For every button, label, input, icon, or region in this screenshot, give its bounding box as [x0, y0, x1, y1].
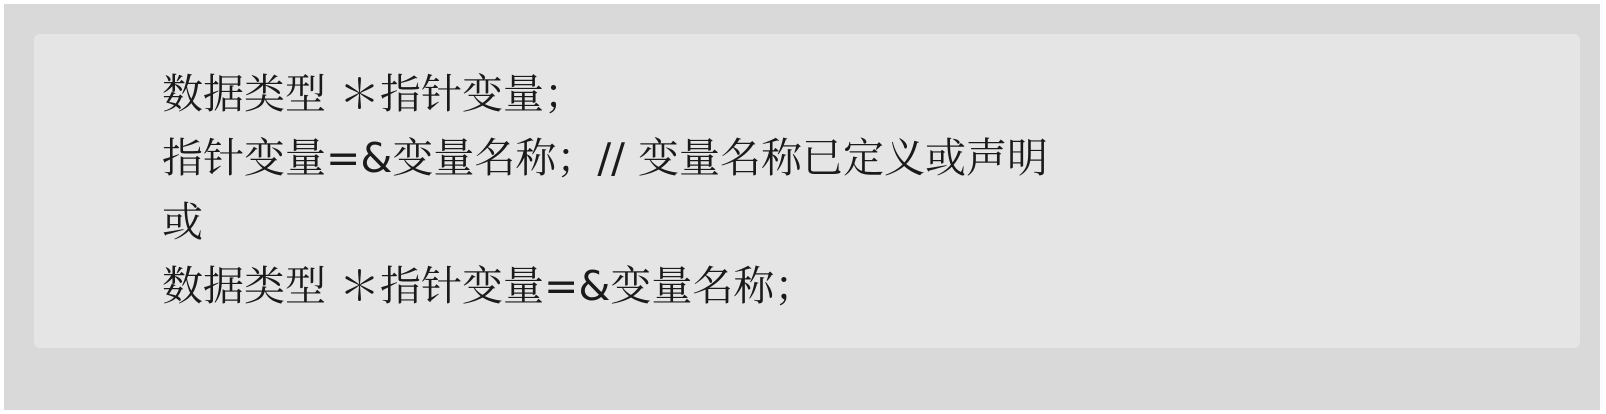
code-lines	[162, 62, 1048, 318]
code-line-declaration-init: 数据类型 ＊指针变量=&变量名称；	[162, 262, 816, 310]
outer-frame	[4, 4, 1600, 410]
code-line-declaration: 数据类型 ＊指针变量；	[162, 70, 586, 118]
code-line-or: 或	[162, 198, 203, 246]
code-block	[34, 34, 1580, 348]
code-line-assignment: 指针变量=&变量名称；// 变量名称已定义或声明	[162, 134, 1048, 182]
